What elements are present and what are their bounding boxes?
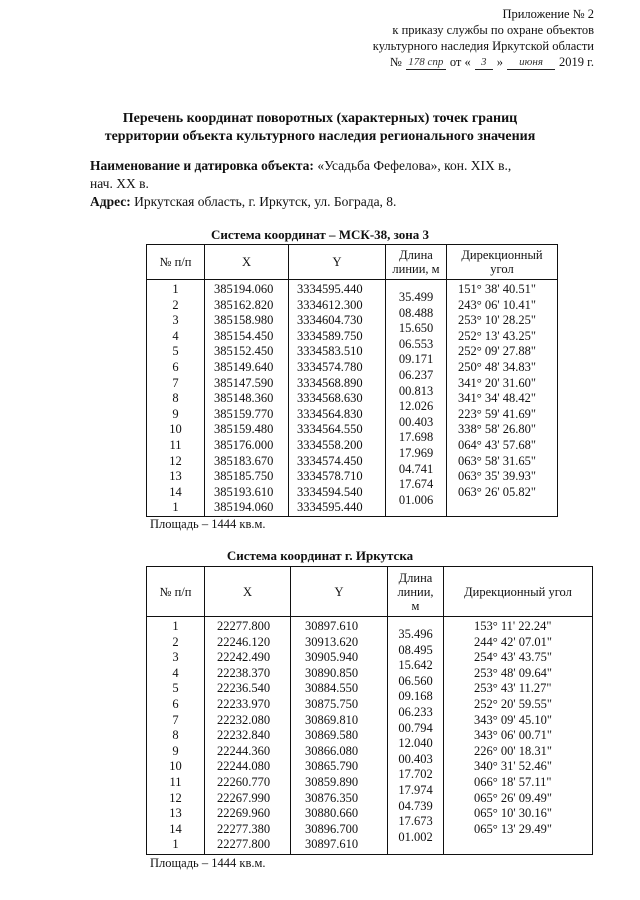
table1-angle-cell-11: 063° 58' 31.65" (458, 453, 536, 468)
table2-angle-cell-8: 226° 00' 18.31" (474, 743, 552, 758)
table2-col-y (291, 617, 388, 855)
table1-y-cell-9: 3334564.550 (297, 422, 363, 437)
table1-x-cell-1: 385162.820 (214, 297, 274, 312)
table2-x-cell-7: 22232.840 (217, 728, 271, 743)
table1-header-length (386, 245, 447, 280)
table1-col-length (386, 280, 447, 517)
table1-y-cell-12: 3334578.710 (297, 469, 363, 484)
close-quote: » (496, 55, 504, 69)
table1-y-cell-5: 3334574.780 (297, 359, 363, 374)
object-address-label: Адрес: (90, 194, 131, 209)
table1-col-y (289, 280, 386, 517)
table2-length-cell-3: 06.560 (398, 673, 433, 688)
table1-body-row (147, 280, 558, 517)
table2-length-cell-11: 04.739 (398, 798, 433, 813)
table1-num-cell-5: 6 (172, 359, 179, 374)
object-name-value-2: нач. XX в. (90, 176, 149, 191)
table2-x-cell-0: 22277.800 (217, 619, 271, 633)
appendix-line-1: Приложение № 2 (502, 7, 594, 21)
table1-length-cell-5: 06.237 (398, 367, 434, 382)
appendix-block (314, 6, 594, 70)
table1-length-cell-12: 17.674 (398, 477, 434, 492)
order-number-handwritten: 178 спр (406, 56, 446, 70)
table2-x-cell-10: 22260.770 (217, 774, 271, 789)
table2-header-x: X (205, 567, 291, 617)
order-day-handwritten: 3 (475, 56, 493, 70)
object-name-value: «Усадьба Фефелова», кон. XIX в., (313, 158, 512, 173)
table2-length-cell-10: 17.974 (398, 782, 433, 797)
table1-header-num: № п/п (147, 245, 205, 280)
table2-header-length (388, 567, 444, 617)
table1-x-cell-10: 385176.000 (214, 437, 274, 452)
table1-length-cell-6: 00.813 (398, 383, 434, 398)
table2-y-cell-6: 30869.810 (305, 712, 359, 727)
table2-x-cell-3: 22238.370 (217, 665, 271, 680)
table2-header-length-1: Длина (398, 570, 433, 585)
table2-length-cell-2: 15.642 (398, 658, 433, 673)
order-month-handwritten: июня (507, 56, 555, 70)
table2-col-x (205, 617, 291, 855)
table1-y-cell-10: 3334558.200 (297, 437, 363, 452)
table2-angle-cell-1: 244° 42' 07.01" (474, 634, 552, 649)
appendix-line-3: культурного наследия Иркутской области (372, 39, 594, 53)
table1-angle-cell-12: 063° 35' 39.93" (458, 469, 536, 484)
table2-num-cell-14: 1 (172, 837, 179, 852)
table2-length-cell-1: 08.495 (398, 642, 433, 657)
table1-angle-cell-1: 243° 06' 10.41" (458, 297, 536, 312)
table2-length-cell-6: 00.794 (398, 720, 433, 735)
table2-col-direction (444, 617, 593, 855)
table1-header-direction-2: угол (490, 262, 514, 276)
table1-num-cell-1: 2 (172, 297, 179, 312)
table1-num-cell-9: 10 (169, 422, 182, 437)
table2-num-cell-8: 9 (172, 743, 179, 758)
table1-y-cell-14: 3334595.440 (297, 500, 363, 515)
table1-length-cell-9: 17.698 (398, 430, 434, 445)
table1-angle-cell-9: 338° 58' 26.80" (458, 422, 536, 437)
table2-angle-cell-4: 253° 43' 11.27" (474, 681, 552, 696)
table2-y-cell-8: 30866.080 (305, 743, 359, 758)
table2-x-cell-1: 22246.120 (217, 634, 271, 649)
coordinates-table-msk38 (146, 244, 558, 517)
table2-x-cell-14: 22277.800 (217, 837, 271, 852)
table2-header-num: № п/п (147, 567, 205, 617)
table1-x-cell-8: 385159.770 (214, 406, 274, 421)
number-label: № (389, 55, 402, 69)
table1-header-direction-1: Дирекционный (461, 248, 543, 262)
table2-x-cell-12: 22269.960 (217, 806, 271, 821)
order-year: 2019 г. (559, 55, 594, 69)
table2-header-row (147, 567, 593, 617)
table2-num-cell-6: 7 (172, 712, 179, 727)
table1-num-cell-10: 11 (169, 437, 182, 452)
table1-length-cell-13: 01.006 (398, 492, 434, 507)
object-address-value: Иркутская область, г. Иркутск, ул. Бограда, 8. (130, 194, 397, 209)
table2-x-cell-13: 22277.380 (217, 821, 271, 836)
table1-num-cell-6: 7 (172, 375, 179, 390)
table2-angle-cell-12: 065° 10' 30.16" (474, 806, 552, 821)
table2-length-cell-4: 09.168 (398, 689, 433, 704)
table1-col-x (205, 280, 289, 517)
table2-num-cell-10: 11 (169, 774, 182, 789)
table1-angle-cell-5: 250° 48' 34.83" (458, 359, 536, 374)
table1-x-cell-13: 385193.610 (214, 484, 274, 499)
table1-y-cell-7: 3334568.630 (297, 391, 363, 406)
table2-col-length (388, 617, 444, 855)
table2-num-cell-2: 3 (172, 650, 179, 665)
table1-length-cell-3: 06.553 (398, 336, 434, 351)
table1-x-cell-3: 385154.450 (214, 328, 274, 343)
table2-length-cell-5: 06.233 (398, 704, 433, 719)
table1-x-cell-2: 385158.980 (214, 313, 274, 328)
table1-x-cell-11: 385183.670 (214, 453, 274, 468)
table2-angle-cell-10: 066° 18' 57.11" (474, 774, 552, 789)
table2-body-row (147, 617, 593, 855)
table1-header-length-1: Длина (399, 248, 433, 262)
table1-angle-cell-7: 341° 34' 48.42" (458, 391, 536, 406)
table1-header-row (147, 245, 558, 280)
title-line-2: территории объекта культурного наследия регионального значения (104, 129, 536, 144)
table1-angle-cell-2: 253° 10' 28.25" (458, 313, 536, 328)
table2-x-cell-11: 22267.990 (217, 790, 271, 805)
table1-length-cell-7: 12.026 (398, 399, 434, 414)
table2-num-cell-12: 13 (169, 806, 182, 821)
table2-col-num (147, 617, 205, 855)
table1-num-cell-12: 13 (169, 469, 182, 484)
table1-length-cell-1: 08.488 (398, 305, 434, 320)
table1-header-length-2: линии, м (392, 262, 440, 276)
object-info (90, 157, 610, 211)
table2-length-cell-0: 35.496 (398, 627, 433, 641)
table2-y-cell-13: 30896.700 (305, 821, 359, 836)
table1-angle-cell-8: 223° 59' 41.69" (458, 406, 536, 421)
table1-num-cell-0: 1 (172, 282, 179, 296)
table1-y-cell-0: 3334595.440 (297, 282, 363, 296)
table1-y-cell-13: 3334594.540 (297, 484, 363, 499)
table2-length-cell-8: 00.403 (398, 751, 433, 766)
table2-num-cell-9: 10 (169, 759, 182, 774)
table2-y-cell-0: 30897.610 (305, 619, 359, 633)
object-name-label: Наименование и датировка объекта: (90, 158, 314, 173)
table1-header-direction (447, 245, 558, 280)
table2-header-y: Y (291, 567, 388, 617)
table1-y-cell-11: 3334574.450 (297, 453, 363, 468)
table1-x-cell-4: 385152.450 (214, 344, 274, 359)
document-title (0, 110, 640, 146)
table1-length-cell-4: 09.171 (398, 352, 434, 367)
table1-y-cell-1: 3334612.300 (297, 297, 363, 312)
table1-area: Площадь – 1444 кв.м. (150, 517, 266, 531)
object-address-line (90, 193, 610, 211)
table2-y-cell-7: 30869.580 (305, 728, 359, 743)
table2-angle-cell-13: 065° 13' 29.49" (474, 821, 552, 836)
table1-num-cell-14: 1 (172, 500, 179, 515)
table2-x-cell-2: 22242.490 (217, 650, 271, 665)
table1-header-y: Y (289, 245, 386, 280)
table2-x-cell-9: 22244.080 (217, 759, 271, 774)
table1-length-cell-0: 35.499 (398, 290, 434, 304)
order-number-line (314, 54, 594, 70)
table1-x-cell-6: 385147.590 (214, 375, 274, 390)
table1-x-cell-5: 385149.640 (214, 359, 274, 374)
title-line-1: Перечень координат поворотных (характерных) точек границ (122, 111, 518, 126)
table1-x-cell-0: 385194.060 (214, 282, 274, 296)
table1-angle-cell-4: 252° 09' 27.88" (458, 344, 536, 359)
table2-length-cell-7: 12.040 (398, 736, 433, 751)
from-label: от « (449, 55, 471, 69)
table2-y-cell-1: 30913.620 (305, 634, 359, 649)
table1-angle-cell-3: 252° 13' 43.25" (458, 328, 536, 343)
table1-y-cell-8: 3334564.830 (297, 406, 363, 421)
table1-length-cell-8: 00.403 (398, 414, 434, 429)
table2-y-cell-9: 30865.790 (305, 759, 359, 774)
table1-length-cell-10: 17.969 (398, 445, 434, 460)
coordinates-table-irkutsk (146, 566, 593, 855)
table1-num-cell-8: 9 (172, 406, 179, 421)
table1-angle-cell-10: 064° 43' 57.68" (458, 437, 536, 452)
table2-length-cell-12: 17.673 (398, 814, 433, 829)
table2-num-cell-5: 6 (172, 696, 179, 711)
table1-y-cell-3: 3334589.750 (297, 328, 363, 343)
table2-y-cell-14: 30897.610 (305, 837, 359, 852)
table2-angle-cell-11: 065° 26' 09.49" (474, 790, 552, 805)
table1-x-cell-14: 385194.060 (214, 500, 274, 515)
table1-x-cell-12: 385185.750 (214, 469, 274, 484)
table1-title: Система координат – МСК-38, зона 3 (210, 227, 430, 242)
table1-num-cell-4: 5 (172, 344, 179, 359)
table2-num-cell-7: 8 (172, 728, 179, 743)
appendix-line-2: к приказу службы по охране объектов (392, 23, 594, 37)
table2-y-cell-11: 30876.350 (305, 790, 359, 805)
table2-length-cell-13: 01.002 (398, 829, 433, 844)
table2-length-cell-9: 17.702 (398, 767, 433, 782)
table2-x-cell-5: 22233.970 (217, 696, 271, 711)
table1-col-num (147, 280, 205, 517)
table1-num-cell-7: 8 (172, 391, 179, 406)
table1-x-cell-7: 385148.360 (214, 391, 274, 406)
table2-header-direction: Дирекционный угол (444, 567, 593, 617)
table1-num-cell-2: 3 (172, 313, 179, 328)
table2-y-cell-12: 30880.660 (305, 806, 359, 821)
table2-header-length-3: м (411, 598, 420, 613)
table1-col-direction (447, 280, 558, 517)
table1-angle-cell-6: 341° 20' 31.60" (458, 375, 536, 390)
table2-angle-cell-7: 343° 06' 00.71" (474, 728, 552, 743)
table2-num-cell-13: 14 (169, 821, 182, 836)
table1-x-cell-9: 385159.480 (214, 422, 274, 437)
table2-num-cell-1: 2 (172, 634, 179, 649)
table2-x-cell-6: 22232.080 (217, 712, 271, 727)
table2-num-cell-11: 12 (169, 790, 182, 805)
table1-num-cell-11: 12 (169, 453, 182, 468)
table2-title: Система координат г. Иркутска (226, 548, 414, 563)
table2-num-cell-4: 5 (172, 681, 179, 696)
table2-angle-cell-5: 252° 20' 59.55" (474, 696, 552, 711)
table1-y-cell-2: 3334604.730 (297, 313, 363, 328)
table1-num-cell-3: 4 (172, 328, 179, 343)
table2-num-cell-0: 1 (172, 619, 179, 633)
table1-length-cell-2: 15.650 (398, 321, 434, 336)
table2-num-cell-3: 4 (172, 665, 179, 680)
table2-y-cell-4: 30884.550 (305, 681, 359, 696)
table2-x-cell-8: 22244.360 (217, 743, 271, 758)
table2-x-cell-4: 22236.540 (217, 681, 271, 696)
table1-num-cell-13: 14 (169, 484, 182, 499)
table2-y-cell-2: 30905.940 (305, 650, 359, 665)
table2-angle-cell-6: 343° 09' 45.10" (474, 712, 552, 727)
table2-angle-cell-9: 340° 31' 52.46" (474, 759, 552, 774)
table1-y-cell-4: 3334583.510 (297, 344, 363, 359)
table1-length-cell-11: 04.741 (398, 461, 434, 476)
table1-header-x: X (205, 245, 289, 280)
table2-y-cell-5: 30875.750 (305, 696, 359, 711)
table2-area: Площадь – 1444 кв.м. (150, 856, 266, 870)
table2-y-cell-3: 30890.850 (305, 665, 359, 680)
table2-angle-cell-0: 153° 11' 22.24" (474, 619, 552, 633)
table2-y-cell-10: 30859.890 (305, 774, 359, 789)
table2-header-length-2: линии, (397, 584, 434, 599)
table1-y-cell-6: 3334568.890 (297, 375, 363, 390)
table2-angle-cell-3: 253° 48' 09.64" (474, 665, 552, 680)
table1-angle-cell-13: 063° 26' 05.82" (458, 484, 536, 499)
table1-angle-cell-0: 151° 38' 40.51" (458, 282, 536, 296)
table2-angle-cell-2: 254° 43' 43.75" (474, 650, 552, 665)
object-name-line (90, 157, 610, 175)
